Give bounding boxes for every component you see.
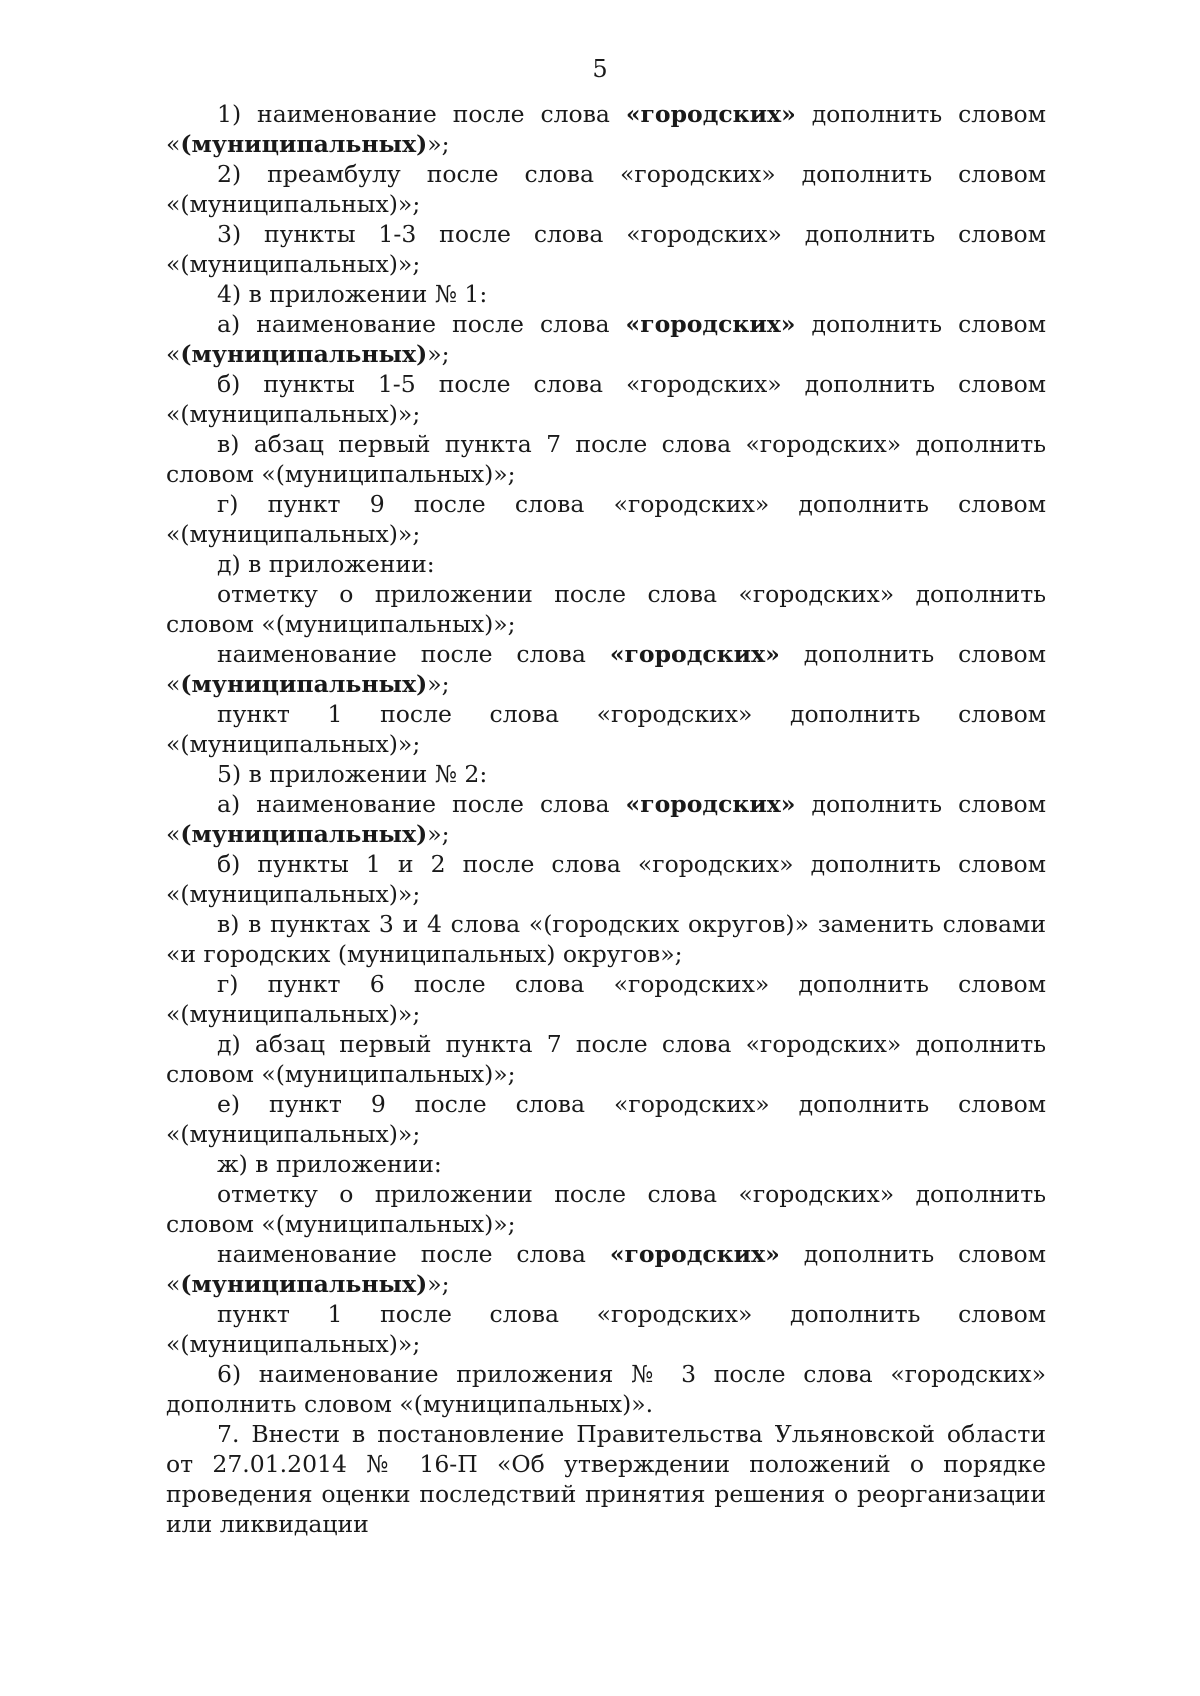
- bold-text-segment: «городских»: [625, 310, 796, 338]
- text-segment: дополнить словом «: [166, 640, 1046, 698]
- paragraph: [166, 579, 1046, 639]
- text-segment: »;: [427, 1270, 450, 1298]
- text-segment: дополнить словом «: [166, 310, 1046, 368]
- bold-text-segment: (муниципальных): [180, 1270, 428, 1298]
- paragraph: [166, 309, 1046, 369]
- text-segment: е) пункт 9 после слова «городских» дополнить словом «(муниципальных)»;: [166, 1090, 1046, 1148]
- text-segment: д) абзац первый пункта 7 после слова «городских» дополнить словом «(муниципальных)»;: [166, 1030, 1046, 1088]
- text-segment: пункт 1 после слова «городских» дополнить словом «(муниципальных)»;: [166, 1300, 1046, 1358]
- bold-text-segment: «городских»: [609, 640, 780, 668]
- paragraph: [166, 1359, 1046, 1419]
- bold-text-segment: «городских»: [625, 790, 796, 818]
- bold-text-segment: «городских»: [609, 1240, 780, 1268]
- text-segment: а) наименование после слова: [217, 790, 626, 818]
- paragraph: [166, 969, 1046, 1029]
- text-segment: отметку о приложении после слова «городских» дополнить словом «(муниципальных)»;: [166, 1180, 1046, 1238]
- text-segment: дополнить словом «: [166, 1240, 1046, 1298]
- paragraph: [166, 219, 1046, 279]
- paragraph: [166, 489, 1046, 549]
- paragraph: [166, 279, 1046, 309]
- bold-text-segment: (муниципальных): [180, 670, 428, 698]
- page-number: 5: [592, 55, 608, 83]
- paragraph: [166, 1029, 1046, 1089]
- text-segment: наименование после слова: [217, 1240, 610, 1268]
- text-segment: ж) в приложении:: [217, 1150, 442, 1178]
- text-segment: 3) пункты 1-3 после слова «городских» дополнить словом «(муниципальных)»;: [166, 220, 1046, 278]
- paragraph: [166, 759, 1046, 789]
- paragraph: [166, 909, 1046, 969]
- text-segment: в) в пунктах 3 и 4 слова «(городских округов)» заменить словами «и городских (муниципальных) округов»;: [166, 910, 1046, 968]
- text-segment: 4) в приложении № 1:: [217, 280, 488, 308]
- paragraph: [166, 639, 1046, 699]
- paragraph: [166, 1149, 1046, 1179]
- text-segment: дополнить словом «: [166, 790, 1046, 848]
- paragraph: [166, 849, 1046, 909]
- paragraph: [166, 549, 1046, 579]
- text-segment: б) пункты 1-5 после слова «городских» дополнить словом «(муниципальных)»;: [166, 370, 1046, 428]
- bold-text-segment: (муниципальных): [180, 340, 428, 368]
- paragraph: [166, 1239, 1046, 1299]
- paragraph: [166, 789, 1046, 849]
- paragraph: [166, 1419, 1046, 1539]
- text-segment: 5) в приложении № 2:: [217, 760, 488, 788]
- paragraph: [166, 1299, 1046, 1359]
- text-segment: а) наименование после слова: [217, 310, 626, 338]
- text-segment: отметку о приложении после слова «городских» дополнить словом «(муниципальных)»;: [166, 580, 1046, 638]
- paragraph: [166, 1179, 1046, 1239]
- text-segment: »;: [427, 130, 450, 158]
- paragraph: [166, 99, 1046, 159]
- text-segment: »;: [427, 340, 450, 368]
- bold-text-segment: (муниципальных): [180, 820, 428, 848]
- paragraph: [166, 429, 1046, 489]
- text-segment: 1) наименование после слова: [217, 100, 626, 128]
- text-segment: 2) преамбулу после слова «городских» дополнить словом «(муниципальных)»;: [166, 160, 1046, 218]
- paragraph: [166, 699, 1046, 759]
- text-segment: дополнить словом «: [166, 100, 1046, 158]
- bold-text-segment: (муниципальных): [180, 130, 428, 158]
- text-segment: б) пункты 1 и 2 после слова «городских» дополнить словом «(муниципальных)»;: [166, 850, 1046, 908]
- text-segment: 7. Внести в постановление Правительства Ульяновской области от 27.01.2014 № 16-П «Об утверждении положений о порядке проведения оценки последствий принятия решения о реорганизации или ликвидации: [166, 1420, 1046, 1538]
- text-segment: 6) наименование приложения № 3 после слова «городских» дополнить словом «(муниципальных)».: [166, 1360, 1046, 1418]
- paragraph: [166, 369, 1046, 429]
- text-segment: »;: [427, 670, 450, 698]
- text-segment: »;: [427, 820, 450, 848]
- text-segment: в) абзац первый пункта 7 после слова «городских» дополнить словом «(муниципальных)»;: [166, 430, 1046, 488]
- text-segment: пункт 1 после слова «городских» дополнить словом «(муниципальных)»;: [166, 700, 1046, 758]
- paragraph: [166, 159, 1046, 219]
- text-segment: д) в приложении:: [217, 550, 435, 578]
- bold-text-segment: «городских»: [625, 100, 796, 128]
- text-segment: г) пункт 6 после слова «городских» дополнить словом «(муниципальных)»;: [166, 970, 1046, 1028]
- text-segment: г) пункт 9 после слова «городских» дополнить словом «(муниципальных)»;: [166, 490, 1046, 548]
- text-segment: наименование после слова: [217, 640, 610, 668]
- paragraph: [166, 1089, 1046, 1149]
- document-body: [166, 99, 1046, 1539]
